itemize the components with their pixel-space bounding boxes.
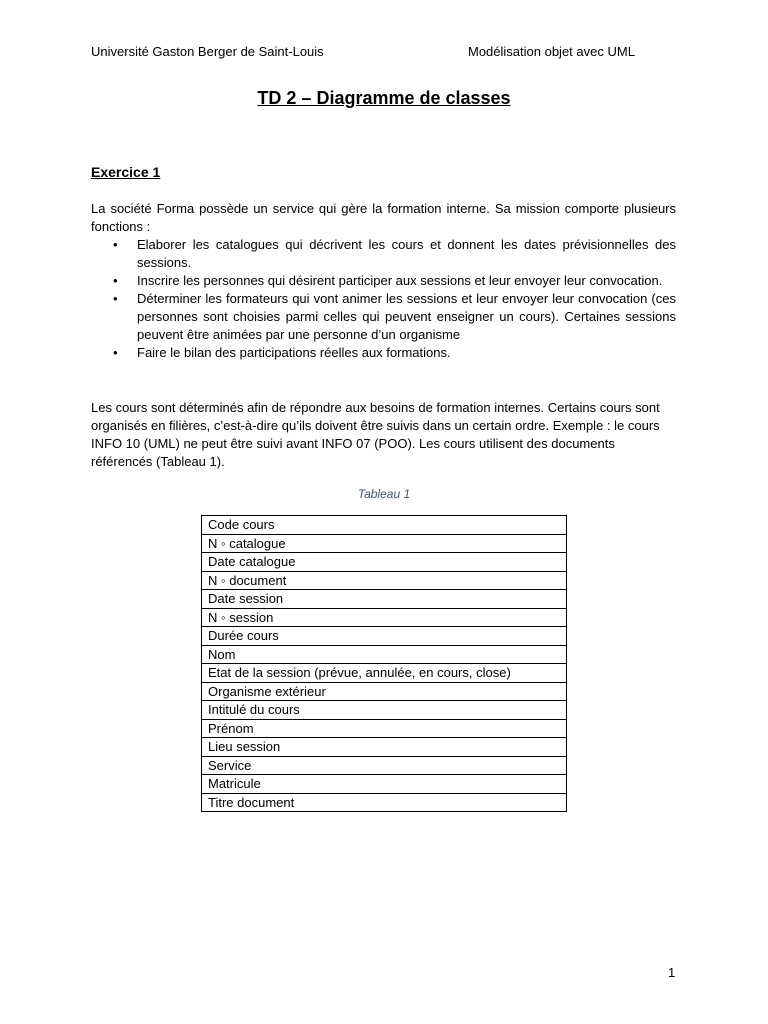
table-cell: Intitulé du cours	[202, 701, 567, 720]
table-cell: Etat de la session (prévue, annulée, en cours, close)	[202, 664, 567, 683]
bullet-icon: •	[113, 291, 118, 306]
table-cell: Matricule	[202, 775, 567, 794]
table-cell: Titre document	[202, 793, 567, 812]
list-item	[91, 272, 676, 290]
table-cell: Organisme extérieur	[202, 682, 567, 701]
list-item	[91, 290, 676, 344]
table-cell: Code cours	[202, 516, 567, 535]
list-item-text: Elaborer les catalogues qui décrivent les cours et donnent les dates prévisionnelles des sessions.	[137, 237, 676, 270]
table-row	[202, 664, 567, 683]
exercise-heading: Exercice 1	[91, 164, 161, 180]
table-row	[202, 793, 567, 812]
exercise-paragraph: Les cours sont déterminés afin de répondre aux besoins de formation internes. Certains cours sont organisés en filières, c’est-à-dire qu’ils doivent être suivis dans un certain ordre. Exemple : le cours INFO 10 (UML) ne peut être suivi avant INFO 07 (POO). Les cours utilisent des documents référencés (Tableau 1).	[91, 400, 660, 469]
list-item	[91, 236, 676, 272]
bullet-icon: •	[113, 273, 118, 288]
table-row	[202, 534, 567, 553]
table-row	[202, 553, 567, 572]
list-item-text: Inscrire les personnes qui désirent participer aux sessions et leur envoyer leur convocation.	[137, 273, 663, 288]
table-cell: Date session	[202, 590, 567, 609]
table-cell: N ◦ session	[202, 608, 567, 627]
table-row	[202, 590, 567, 609]
table-cell: N ◦ document	[202, 571, 567, 590]
table-cell: Nom	[202, 645, 567, 664]
table-row	[202, 738, 567, 757]
exercise-intro: La société Forma possède un service qui gère la formation interne. Sa mission comporte plusieurs fonctions :	[91, 201, 676, 234]
table-cell: Service	[202, 756, 567, 775]
table-caption: Tableau 1	[357, 487, 411, 501]
page-number: 1	[668, 965, 676, 980]
table-row	[202, 516, 567, 535]
table-cell: Durée cours	[202, 627, 567, 646]
attribute-table	[201, 515, 567, 812]
table-row	[202, 682, 567, 701]
table-cell: Date catalogue	[202, 553, 567, 572]
list-item-text: Faire le bilan des participations réelles aux formations.	[137, 345, 451, 360]
table-row	[202, 608, 567, 627]
table-row	[202, 775, 567, 794]
list-item	[91, 344, 676, 362]
table-cell: N ◦ catalogue	[202, 534, 567, 553]
table-row	[202, 756, 567, 775]
page-title: TD 2 – Diagramme de classes	[257, 88, 511, 108]
list-item-text: Déterminer les formateurs qui vont animer les sessions et leur envoyer leur convocation (ces personnes sont choisies parmi celles qui peuvent enseigner un cours). Certaines sessions peuvent être animées par une personne d’un organisme	[137, 291, 676, 342]
header-university: Université Gaston Berger de Saint-Louis	[91, 44, 324, 59]
table-cell: Lieu session	[202, 738, 567, 757]
bullet-icon: •	[113, 345, 118, 360]
table-row	[202, 719, 567, 738]
table-row	[202, 645, 567, 664]
header-course: Modélisation objet avec UML	[468, 44, 635, 59]
table-row	[202, 701, 567, 720]
function-list	[91, 236, 676, 362]
table-row	[202, 571, 567, 590]
table-row	[202, 627, 567, 646]
table-cell: Prénom	[202, 719, 567, 738]
bullet-icon: •	[113, 237, 118, 252]
